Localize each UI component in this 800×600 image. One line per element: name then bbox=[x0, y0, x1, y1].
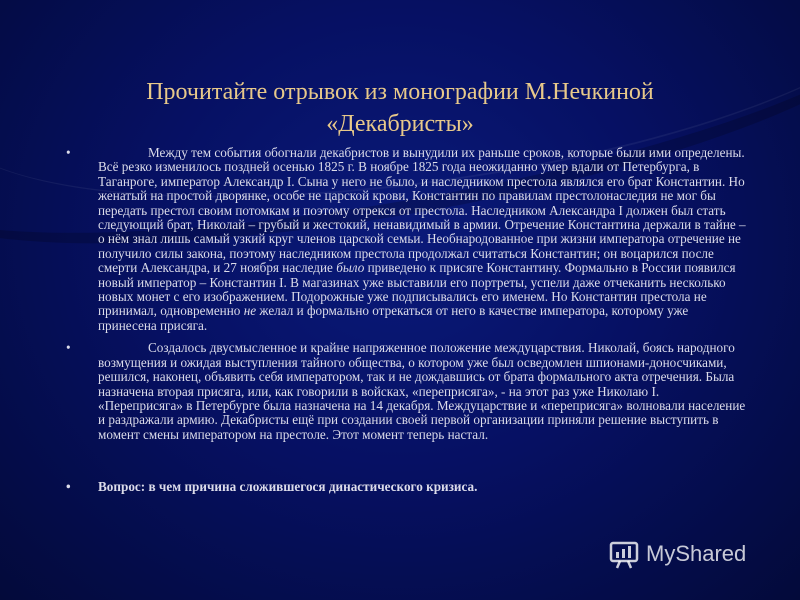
paragraph-1-text-b: приведено к присяге Константину. Формально в России появился новый император – Константин I. В магазинах уже выставили его портреты, успели даже отчеканить несколько новых монет с его изображением. Подорожные уже подписывались его именем. Но Константин престола не принимал, одновременно bbox=[98, 260, 736, 319]
paragraph-2-text: Создалось двусмысленное и крайне напряженное положение междуцарствия. Николай, боясь народного возмущения и ожидая выступления тайного общества, о котором уже был осведомлен шпионами-доносчиками, решился, наконец, объявить себя императором, так и не дождавшись от брата формального акта отречения. Была назначена вторая присяга, или, как говорили в войсках, «переприсяга», - на этот раз уже Николаю I. «Переприсяга» в Петербурге была назначена на 14 декабря. Междуцарствие и «переприсяга» волновали население и раздражали армию. Декабристы ещё при создании своей первой организации приняли решение выступить в момент смены императором на престоле. Этот момент теперь настал. bbox=[98, 340, 746, 442]
title-line-2: «Декабристы» bbox=[326, 111, 474, 137]
paragraph-1-italic-2: не bbox=[243, 303, 257, 319]
paragraph-1-italic-1: было bbox=[336, 260, 365, 276]
watermark-text: MyShared bbox=[646, 541, 747, 566]
paragraph-1-text-c: желал и формально отрекаться от него в качестве императора, которому уже принесена присяга. bbox=[98, 303, 689, 333]
question-text: Вопрос: в чем причина сложившегося династического кризиса. bbox=[98, 479, 478, 495]
paragraph-2 bbox=[66, 341, 746, 442]
title-line-1: Прочитайте отрывок из монографии М.Нечкиной bbox=[146, 79, 654, 105]
bullet-3: • bbox=[66, 479, 71, 495]
slide-title bbox=[70, 76, 730, 140]
bullet-1: • bbox=[66, 145, 71, 160]
presentation-board-icon bbox=[608, 538, 640, 570]
body-text-list bbox=[66, 146, 746, 495]
bullet-2: • bbox=[66, 340, 71, 356]
paragraph-1-text-a: Между тем события обогнали декабристов и вынудили их раньше сроков, которые были ими определены. Всё резко изменилось поздней осенью 1825 г. В ноябре 1825 года неожиданно умер вдали от Петербурга, в Таганроге, император Александр I. Сына у него не было, и наследником престола являлся его брат Константин. Но женатый на простой дворянке, особе не царской крови, Константин по правилам престолонаследия не мог бы передать престол своим потомкам и поэтому отрекся от престола. Наследником Александра I должен был стать следующий брат, Николай – грубый и жестокий, ненавидимый в армии. Отречение Константина держали в тайне – о нём знал лишь самый узкий круг членов царской семьи. Необнародованное при жизни императора отречение не получило силы закона, поэтому наследником престола продолжал считаться Константин; он воцарился после смерти Александра, и 27 ноября наследие bbox=[98, 145, 746, 276]
myshared-watermark bbox=[608, 536, 746, 572]
paragraph-1 bbox=[66, 146, 746, 333]
question-item bbox=[66, 480, 746, 494]
